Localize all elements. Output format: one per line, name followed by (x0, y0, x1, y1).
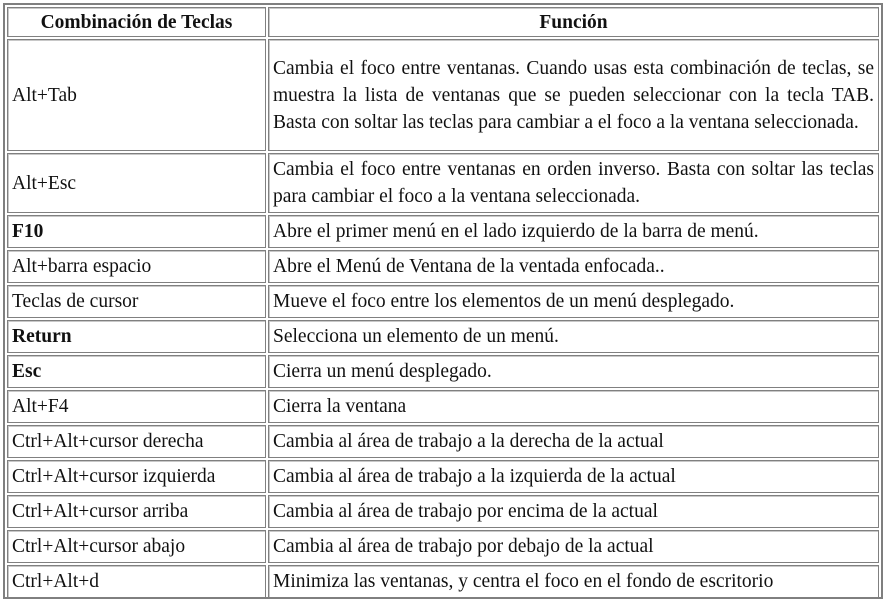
table-row (7, 355, 879, 388)
key-combination-cell: Alt+Tab (7, 39, 266, 151)
table-row (7, 565, 879, 598)
function-cell: Cambia al área de trabajo a la derecha de la actual (268, 425, 879, 458)
function-cell: Cambia al área de trabajo a la izquierda de la actual (268, 460, 879, 493)
function-cell: Cambia al área de trabajo por encima de la actual (268, 495, 879, 528)
table-row (7, 425, 879, 458)
header-function: Función (268, 7, 879, 37)
function-cell: Minimiza las ventanas, y centra el foco en el fondo de escritorio (268, 565, 879, 598)
key-combination-cell: F10 (7, 215, 266, 248)
table-row (7, 390, 879, 423)
table-row (7, 39, 879, 151)
key-combination-cell: Ctrl+Alt+cursor abajo (7, 530, 266, 563)
table-row (7, 460, 879, 493)
shortcuts-table-frame (3, 3, 883, 599)
table-row (7, 530, 879, 563)
table-row (7, 495, 879, 528)
function-cell: Cambia al área de trabajo por debajo de la actual (268, 530, 879, 563)
table-row (7, 250, 879, 283)
key-combination-cell: Teclas de cursor (7, 285, 266, 318)
key-combination-cell: Esc (7, 355, 266, 388)
table-row (7, 215, 879, 248)
key-combination-cell: Alt+F4 (7, 390, 266, 423)
key-combination-cell: Ctrl+Alt+d (7, 565, 266, 598)
function-cell: Selecciona un elemento de un menú. (268, 320, 879, 353)
table-row (7, 285, 879, 318)
header-key-combo: Combinación de Teclas (7, 7, 266, 37)
key-combination-cell: Ctrl+Alt+cursor izquierda (7, 460, 266, 493)
function-cell: Cambia el foco entre ventanas. Cuando usas esta combinación de teclas, se muestra la lista de ventanas que se pueden seleccionar con la tecla TAB. Basta con soltar las teclas para cambiar a el foco a la ventana seleccionada. (268, 39, 879, 151)
key-combination-cell: Ctrl+Alt+cursor derecha (7, 425, 266, 458)
key-combination-cell: Return (7, 320, 266, 353)
function-cell: Cierra un menú desplegado. (268, 355, 879, 388)
table-row (7, 320, 879, 353)
function-cell: Mueve el foco entre los elementos de un menú desplegado. (268, 285, 879, 318)
table-row (7, 153, 879, 213)
function-cell: Cierra la ventana (268, 390, 879, 423)
table-body (7, 39, 879, 598)
function-cell: Abre el Menú de Ventana de la ventada enfocada.. (268, 250, 879, 283)
function-cell: Cambia el foco entre ventanas en orden inverso. Basta con soltar las teclas para cambiar el foco a la ventana seleccionada. (268, 153, 879, 213)
key-combination-cell: Ctrl+Alt+cursor arriba (7, 495, 266, 528)
shortcuts-table (5, 5, 881, 600)
key-combination-cell: Alt+barra espacio (7, 250, 266, 283)
function-cell: Abre el primer menú en el lado izquierdo de la barra de menú. (268, 215, 879, 248)
table-header-row (7, 7, 879, 37)
key-combination-cell: Alt+Esc (7, 153, 266, 213)
